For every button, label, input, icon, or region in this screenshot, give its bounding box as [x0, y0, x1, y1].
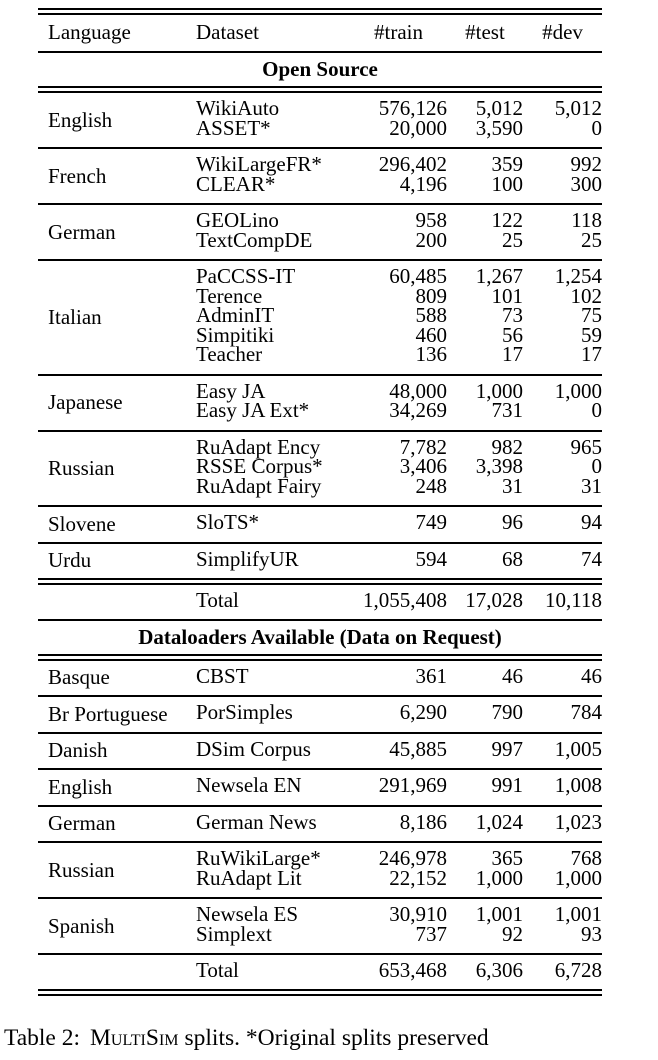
table-row	[190, 342, 602, 366]
dev-count: 1,254	[554, 264, 602, 288]
test-count: 991	[491, 773, 523, 797]
test-count: 25	[502, 227, 523, 252]
language-group-italian	[38, 261, 602, 374]
train-count: 3,406	[399, 454, 447, 478]
dataset-name: Easy JA Ext*	[196, 398, 310, 422]
column-header-test: #test	[465, 20, 505, 44]
empty-cell	[38, 591, 190, 611]
test-count: 1,001	[475, 902, 523, 926]
table-row	[190, 921, 602, 946]
language-label: German	[48, 811, 116, 836]
language-group-slovene	[38, 507, 602, 542]
train-count: 22,152	[389, 865, 447, 890]
language-group-danish	[38, 734, 602, 769]
test-count: 100	[491, 171, 523, 196]
test-count: 731	[491, 398, 523, 422]
test-count: 92	[502, 921, 523, 946]
table-row	[190, 227, 602, 252]
test-count: 982	[491, 434, 523, 459]
language-label: French	[48, 163, 107, 188]
dev-count: 0	[591, 454, 602, 478]
total-row	[38, 955, 602, 989]
language-label: Russian	[48, 455, 115, 480]
train-count: 200	[415, 227, 447, 252]
group-rows	[190, 507, 602, 542]
train-count: 4,196	[399, 171, 447, 196]
dataset-name: RuWikiLarge*	[196, 846, 321, 870]
table-row	[190, 546, 602, 571]
group-rows	[190, 770, 602, 805]
dataset-name: RuAdapt Lit	[196, 865, 302, 890]
group-rows	[190, 376, 602, 430]
column-header-dev: #dev	[542, 20, 583, 44]
train-count: 749	[415, 510, 447, 534]
dev-count: 17	[581, 342, 602, 366]
total-train: 1,055,408	[363, 588, 447, 612]
table-body	[38, 53, 602, 996]
train-count: 246,978	[378, 846, 447, 870]
table-row	[190, 171, 602, 196]
test-count: 73	[502, 303, 523, 327]
dev-count: 768	[570, 846, 602, 870]
language-group-french	[38, 149, 602, 203]
group-rows	[190, 205, 602, 259]
total-label: Total	[196, 958, 239, 982]
group-rows	[190, 734, 602, 769]
test-count: 997	[491, 736, 523, 761]
train-count: 6,290	[399, 700, 447, 724]
dev-count: 59	[581, 322, 602, 347]
table-rule-top	[38, 8, 602, 15]
dev-count: 118	[571, 208, 602, 232]
language-label: Urdu	[48, 548, 92, 573]
dev-count: 74	[581, 546, 602, 571]
group-rows	[190, 93, 602, 147]
train-count: 594	[415, 546, 447, 571]
language-group-english	[38, 93, 602, 147]
dataset-name: ASSET*	[196, 115, 271, 140]
language-group-urdu	[38, 544, 602, 579]
test-count: 68	[502, 546, 523, 571]
train-count: 34,269	[389, 398, 447, 422]
dataset-name: SloTS*	[196, 510, 260, 534]
splits-table	[38, 8, 602, 996]
dataset-name: Newsela EN	[196, 773, 302, 797]
language-group-japanese	[38, 376, 602, 430]
test-count: 1,267	[475, 264, 523, 288]
train-count: 30,910	[389, 902, 447, 926]
language-label: Basque	[48, 665, 110, 690]
table-row	[190, 736, 602, 761]
dev-count: 31	[581, 473, 602, 498]
test-count: 1,000	[475, 378, 523, 403]
dataset-name: PorSimples	[196, 700, 293, 724]
language-group-basque	[38, 661, 602, 696]
language-label: Russian	[48, 857, 115, 882]
language-label: German	[48, 219, 116, 244]
language-group-german	[38, 807, 602, 842]
dataset-name: Easy JA	[196, 378, 266, 403]
train-count: 48,000	[389, 378, 447, 403]
test-count: 359	[491, 152, 523, 176]
table-row	[190, 809, 602, 834]
table-header-row	[38, 15, 602, 51]
dev-count: 5,012	[554, 96, 602, 120]
language-label: English	[48, 774, 113, 799]
train-count: 737	[415, 921, 447, 946]
column-header-dataset: Dataset	[196, 20, 259, 44]
dev-count: 94	[581, 510, 602, 534]
dataset-name: CBST	[196, 663, 249, 688]
table-row	[190, 473, 602, 498]
language-group-english	[38, 770, 602, 805]
dev-count: 965	[570, 434, 602, 459]
dataset-name: RSSE Corpus*	[196, 454, 323, 478]
test-count: 46	[502, 663, 523, 688]
train-count: 291,969	[378, 773, 447, 797]
dataset-name: RuAdapt Ency	[196, 434, 321, 459]
group-rows	[190, 697, 602, 732]
test-count: 3,590	[475, 115, 523, 140]
table-caption	[4, 1024, 489, 1052]
column-header-language: Language	[48, 20, 131, 44]
train-count: 361	[415, 663, 447, 688]
language-label: Br Portuguese	[48, 701, 168, 726]
dataset-name: Simpitiki	[196, 322, 275, 347]
train-count: 8,186	[399, 809, 447, 834]
language-label: English	[48, 107, 113, 132]
dev-count: 1,023	[554, 809, 602, 834]
table-rule-double	[38, 86, 602, 93]
language-group-spanish	[38, 899, 602, 953]
test-count: 5,012	[475, 96, 523, 120]
language-group-br-portuguese	[38, 697, 602, 732]
train-count: 588	[415, 303, 447, 327]
total-dev: 6,728	[554, 958, 602, 982]
test-count: 1,000	[475, 865, 523, 890]
language-label: Japanese	[48, 390, 123, 414]
test-count: 122	[491, 208, 523, 232]
language-label: Slovene	[48, 511, 116, 536]
dataset-name: Terence	[196, 283, 263, 308]
dataset-name: DSim Corpus	[196, 736, 311, 761]
dev-count: 1,005	[554, 736, 602, 761]
test-count: 101	[491, 283, 523, 308]
dev-count: 25	[581, 227, 602, 252]
total-train: 653,468	[378, 958, 447, 982]
total-test: 17,028	[465, 588, 523, 612]
total-label: Total	[196, 588, 239, 612]
test-count: 56	[502, 322, 523, 347]
train-count: 60,485	[389, 264, 447, 288]
test-count: 31	[502, 473, 523, 498]
group-rows	[190, 432, 602, 506]
dataset-name: AdminIT	[196, 303, 275, 327]
dataset-name: WikiAuto	[196, 96, 280, 120]
dev-count: 0	[591, 115, 602, 140]
table-rule-double	[38, 989, 602, 996]
train-count: 136	[415, 342, 447, 366]
group-rows	[190, 843, 602, 897]
language-group-russian	[38, 843, 602, 897]
caption-smallcaps-word: MultiSim	[90, 1025, 179, 1051]
dataset-name: RuAdapt Fairy	[196, 473, 322, 498]
caption-prefix: Table 2:	[4, 1025, 81, 1051]
train-count: 296,402	[378, 152, 447, 176]
train-count: 7,782	[399, 434, 447, 459]
test-count: 17	[502, 342, 523, 366]
train-count: 576,126	[378, 96, 447, 120]
group-rows	[190, 661, 602, 696]
table-row	[190, 663, 602, 688]
section-title-open-source: Open Source	[262, 57, 378, 81]
train-count: 958	[415, 208, 447, 232]
dev-count: 102	[570, 283, 602, 308]
table-rule-double	[38, 654, 602, 661]
dataset-name: SimplifyUR	[196, 546, 299, 571]
train-count: 248	[415, 473, 447, 498]
dev-count: 1,000	[554, 865, 602, 890]
train-count: 45,885	[389, 736, 447, 761]
group-rows	[190, 807, 602, 842]
table-row	[190, 510, 602, 534]
test-count: 96	[502, 510, 523, 534]
train-count: 20,000	[389, 115, 447, 140]
dev-count: 784	[570, 700, 602, 724]
dev-count: 1,008	[554, 773, 602, 797]
dataset-name: CLEAR*	[196, 171, 276, 196]
dataset-name: GEOLino	[196, 208, 279, 232]
group-rows	[190, 899, 602, 953]
language-group-german	[38, 205, 602, 259]
dev-count: 1,000	[554, 378, 602, 403]
language-group-russian	[38, 432, 602, 506]
dataset-name: Simplext	[196, 921, 272, 946]
empty-cell	[38, 961, 190, 981]
language-label: Italian	[48, 304, 102, 329]
dev-count: 75	[581, 303, 602, 327]
total-test: 6,306	[475, 958, 523, 982]
caption-suffix: splits. *Original splits preserved	[184, 1025, 489, 1051]
dev-count: 46	[581, 663, 602, 688]
test-count: 790	[491, 700, 523, 724]
table-row	[190, 773, 602, 797]
language-label: Danish	[48, 738, 108, 763]
test-count: 365	[491, 846, 523, 870]
table-row	[190, 700, 602, 724]
dev-count: 1,001	[554, 902, 602, 926]
dataset-name: Newsela ES	[196, 902, 299, 926]
table-row	[190, 398, 602, 422]
language-label: Spanish	[48, 913, 115, 938]
dev-count: 93	[581, 921, 602, 946]
table-rule-double	[38, 578, 602, 585]
table-row	[190, 865, 602, 890]
column-header-train: #train	[374, 20, 423, 44]
train-count: 809	[415, 283, 447, 308]
train-count: 460	[415, 322, 447, 347]
group-rows	[190, 261, 602, 374]
total-dev: 10,118	[545, 588, 602, 612]
dataset-name: Teacher	[196, 342, 263, 366]
total-row	[38, 585, 602, 619]
group-rows	[190, 149, 602, 203]
table-row	[190, 115, 602, 140]
group-rows	[190, 544, 602, 579]
dev-count: 0	[591, 398, 602, 422]
dev-count: 300	[570, 171, 602, 196]
test-count: 1,024	[475, 809, 523, 834]
dataset-name: TextCompDE	[196, 227, 313, 252]
dataset-name: PaCCSS-IT	[196, 264, 296, 288]
dataset-name: German News	[196, 809, 317, 834]
section-title-dataloaders-available-data-on-request-: Dataloaders Available (Data on Request)	[138, 624, 502, 649]
dataset-name: WikiLargeFR*	[196, 152, 322, 176]
dev-count: 992	[570, 152, 602, 176]
test-count: 3,398	[475, 454, 523, 478]
